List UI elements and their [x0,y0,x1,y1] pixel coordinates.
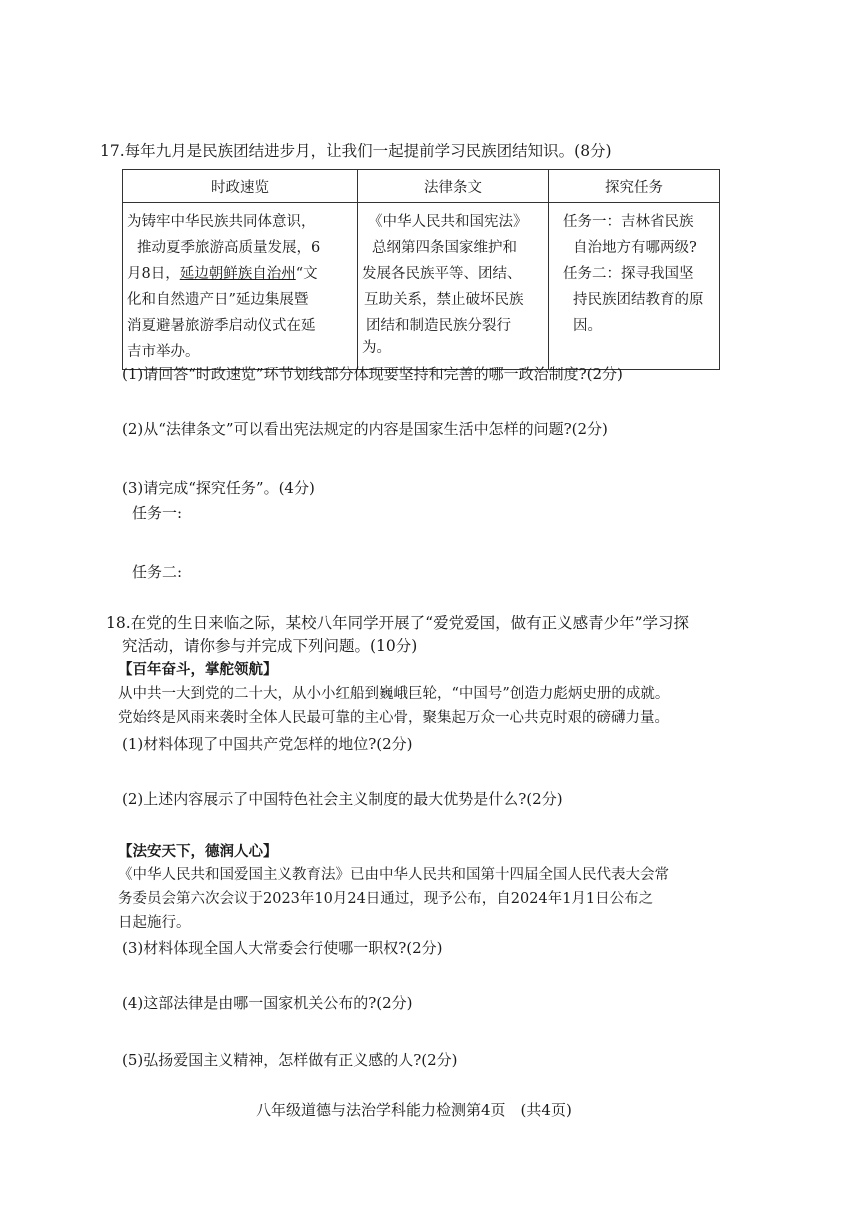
law-line: 团结和制造民族分裂行 [366,318,511,334]
underlined-text: 延边朝鲜族自治州 [179,266,296,282]
law-line: 为。 [362,340,391,356]
material-line: 务委员会第六次会议于2023年10月24日通过，现予公布，自2024年1月1日公布之 [118,891,654,907]
law-line: 总纲第四条国家维护和 [372,240,517,256]
news-text: 月8日， [127,266,180,282]
q17-sub2: (2)从“法律条文”可以看出宪法规定的内容是国家生活中怎样的问题?(2分) [122,420,608,438]
q18-title-line2: 究活动，请你参与并完成下列问题。(10分) [122,637,418,655]
law-line: 发展各民族平等、团结、 [362,266,522,282]
news-line: 为铸牢中华民族共同体意识， [127,214,316,230]
news-line [127,261,357,287]
q18-sub4: (4)这部法律是由哪一国家机关公布的?(2分) [122,994,413,1012]
q18-title-line1: 18.在党的生日来临之际，某校八年同学开展了“爱党爱国，做有正义感青少年”学习探 [106,614,690,632]
page-footer: 八年级道德与法治学科能力检测第4页 (共4页) [256,1101,572,1119]
table-header-row [123,170,720,203]
q17-task2-label: 任务二: [132,563,183,581]
law-line: 互助关系，禁止破坏民族 [364,292,524,308]
task-line: 因。 [573,318,602,334]
cell-task [549,203,720,370]
task-line: 持民族团结教育的原 [573,292,704,308]
q17-sub3: (3)请完成“探究任务”。(4分) [122,479,315,497]
header-task: 探究任务 [549,170,720,203]
q17-task1-label: 任务一: [132,504,183,522]
q18-sub5: (5)弘扬爱国主义精神，怎样做有正义感的人?(2分) [122,1051,458,1069]
section-heading-century: 【百年奋斗，掌舵领航】 [118,661,278,678]
q17-title: 17.每年九月是民族团结进步月，让我们一起提前学习民族团结知识。(8分) [100,142,612,160]
material-line: 党始终是风雨来袭时全体人民最可靠的主心骨，聚集起万众一心共克时艰的磅礴力量。 [118,710,669,726]
table-body-row [123,203,720,370]
q18-sub3: (3)材料体现全国人大常委会行使哪一职权?(2分) [122,939,443,957]
material-line: 日起施行。 [118,915,191,931]
task-line: 任务一：吉林省民族 [563,214,694,230]
header-news: 时政速览 [123,170,358,203]
section-heading-law: 【法安天下，德润人心】 [118,843,278,860]
news-line: 推动夏季旅游高质量发展，6 [137,240,321,256]
q17-sub1: (1)请回答“时政速览”环节划线部分体现要坚持和完善的哪一政治制度?(2分) [122,365,623,383]
news-line: 吉市举办。 [127,344,200,360]
material-line: 从中共一大到党的二十大，从小小红船到巍峨巨轮，“中国号”创造力彪炳史册的成就。 [118,686,670,702]
task-line: 自治地方有哪两级? [573,240,697,256]
law-line: 《中华人民共和国宪法》 [368,214,528,230]
news-line: 化和自然遗产日”延边集展暨 [127,292,309,308]
header-law: 法律条文 [358,170,549,203]
material-line: 《中华人民共和国爱国主义教育法》已由中华人民共和国第十四届全国人民代表大会常 [118,867,669,883]
cell-law [358,203,549,370]
news-text: “文 [295,266,318,282]
cell-news [123,203,358,370]
task-line: 任务二：探寻我国坚 [563,266,694,282]
q17-table [122,169,720,370]
q18-sub1: (1)材料体现了中国共产党怎样的地位?(2分) [122,735,413,753]
news-line: 消夏避暑旅游季启动仪式在延 [127,318,316,334]
q18-sub2: (2)上述内容展示了中国特色社会主义制度的最大优势是什么?(2分) [122,790,563,808]
